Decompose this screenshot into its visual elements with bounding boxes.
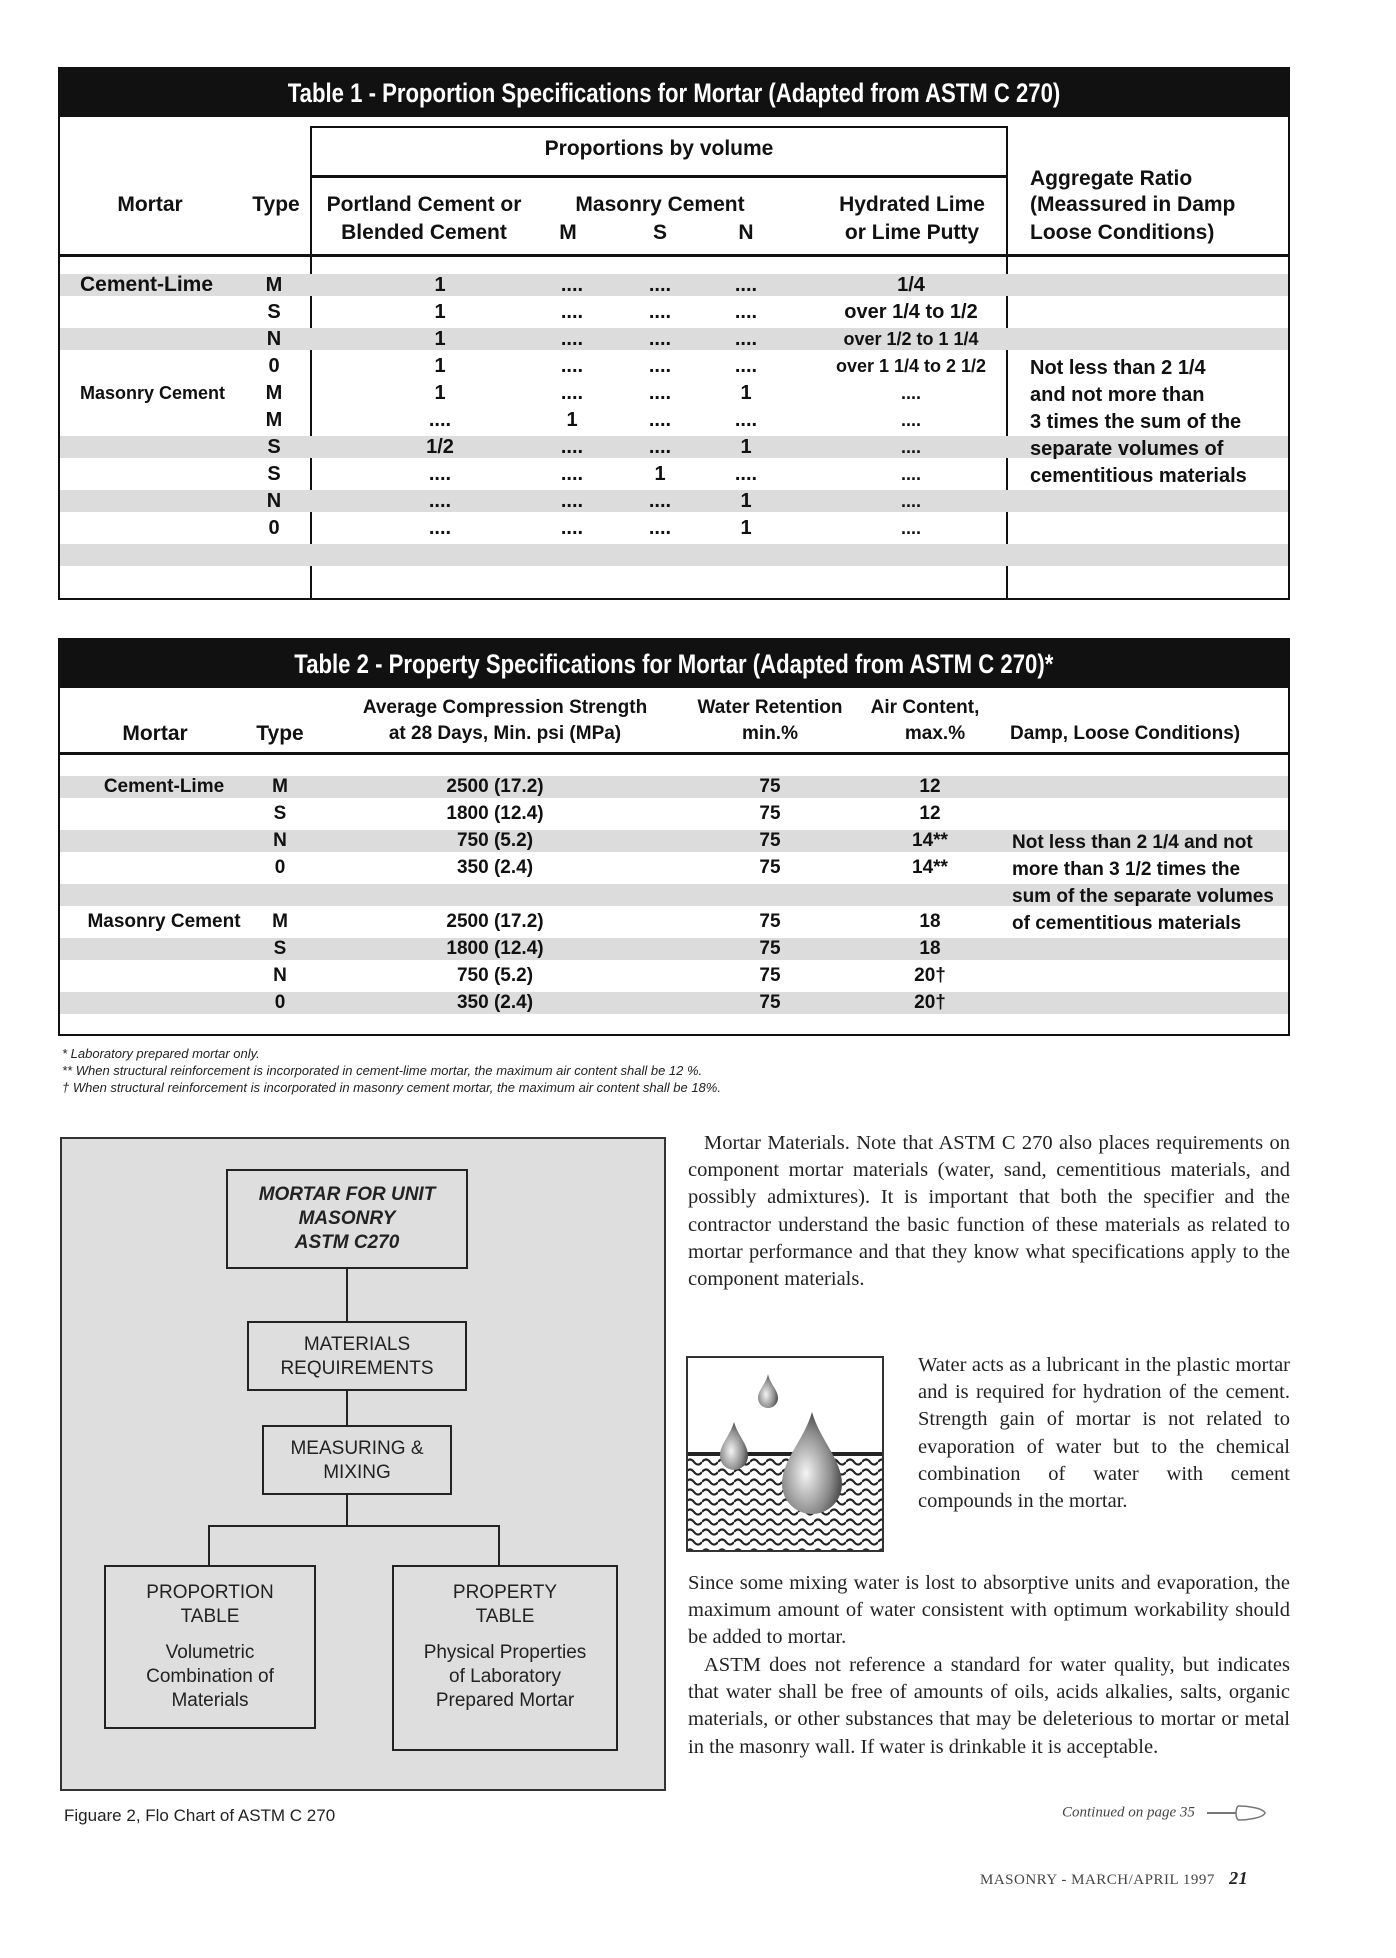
header-n: N <box>738 221 754 244</box>
aggregate-note-4: separate volumes of <box>1030 438 1224 460</box>
t1-cell-s: .... <box>648 328 672 350</box>
t2-cell-air: 12 <box>919 776 941 797</box>
aggregate-note-3: 3 times the sum of the <box>1030 411 1242 433</box>
footnote-2: ** When structural reinforcement is incorporated in cement-lime mortar, the maximum air content shall be 12 %. <box>62 1063 703 1078</box>
t1-cell-mortar: Cement-Lime <box>80 273 214 296</box>
t1-cell-lime: over 1/2 to 1 1/4 <box>843 329 979 349</box>
header-s: S <box>652 221 667 244</box>
t1-cell-m: .... <box>560 436 584 458</box>
table-1-title: Table 1 - Proportion Specifications for Mortar (Adapted from ASTM C 270) <box>60 69 1288 117</box>
flow-box-property: PROPERTY TABLE Physical Properties of Laboratory Prepared Mortar <box>392 1565 618 1751</box>
header-agg-2: (Meassured in Damp <box>1030 193 1236 216</box>
t1-cell-type: S <box>267 463 281 485</box>
t1-cell-pc: 1 <box>434 382 446 404</box>
t1-cell-s: 1 <box>654 463 666 485</box>
article-para-1: Mortar Materials. Note that ASTM C 270 also places requirements on component mortar materials (water, sand, cementitious materials, and possibly admixtures). It is important that both the specifier and the contractor understand the basic function of these materials as related to mortar performance and that they know what specifications apply to the component materials. <box>688 1132 1290 1291</box>
header-mortar: Mortar <box>117 193 183 216</box>
magazine-issue: MASONRY - MARCH/APRIL 1997 <box>980 1872 1215 1888</box>
t1-cell-pc: 1 <box>434 301 446 323</box>
header2-damp: Damp, Loose Conditions) <box>1010 723 1241 744</box>
damp-note-1: Not less than 2 1/4 and not <box>1012 832 1253 853</box>
flow-box-mortar: MORTAR FOR UNIT MASONRY ASTM C270 <box>226 1169 468 1269</box>
t2-cell-air: 14** <box>912 857 948 878</box>
flow-box-measuring: MEASURING & MIXING <box>262 1425 452 1495</box>
t1-cell-s: .... <box>648 274 672 296</box>
t2-cell-water: 75 <box>759 992 781 1013</box>
t2-cell-type: M <box>272 776 288 797</box>
t1-cell-mortar: Masonry Cement <box>80 383 226 403</box>
header-m: M <box>559 221 577 244</box>
t1-cell-pc: .... <box>428 517 452 539</box>
t2-cell-type: S <box>273 938 287 959</box>
t1-cell-pc: .... <box>428 463 452 485</box>
header-lime-2: or Lime Putty <box>844 221 980 244</box>
article-para-2-rest: Since some mixing water is lost to absorptive units and evaporation, the maximum amount of water consistent with optimum workability should be added to mortar. <box>688 1572 1290 1649</box>
t2-cell-water: 75 <box>759 857 781 878</box>
t2-cell-strength: 750 (5.2) <box>456 830 534 851</box>
t1-cell-type: 0 <box>268 517 280 539</box>
t1-cell-n: .... <box>734 274 758 296</box>
header-portland-2: Blended Cement <box>341 221 507 244</box>
t1-cell-lime: over 1 1/4 to 2 1/2 <box>835 356 987 376</box>
t1-cell-type: S <box>267 436 281 458</box>
t1-cell-type: M <box>265 274 283 296</box>
t1-cell-m: .... <box>560 382 584 404</box>
t2-cell-type: 0 <box>274 992 286 1013</box>
t2-cell-strength: 750 (5.2) <box>456 965 534 986</box>
t1-cell-lime: .... <box>900 518 921 538</box>
t1-cell-m: 1 <box>566 409 578 431</box>
t1-cell-lime: 1/4 <box>897 274 925 296</box>
t1-cell-s: .... <box>648 382 672 404</box>
t2-cell-mortar: Cement-Lime <box>103 776 225 797</box>
t1-cell-pc: .... <box>428 490 452 512</box>
header-agg-1: Aggregate Ratio <box>1030 167 1193 190</box>
t1-cell-s: .... <box>648 409 672 431</box>
t2-cell-air: 18 <box>919 911 941 932</box>
table-2-title: Table 2 - Property Specifications for Mortar (Adapted from ASTM C 270)* <box>60 640 1288 688</box>
t1-cell-pc: 1 <box>434 328 446 350</box>
t1-cell-pc: 1 <box>434 355 446 377</box>
header2-type: Type <box>256 722 304 745</box>
continued-note: Continued on page 35 <box>1062 1804 1267 1822</box>
header-portland-1: Portland Cement or <box>326 193 522 216</box>
t1-cell-pc: .... <box>428 409 452 431</box>
t2-cell-water: 75 <box>759 938 781 959</box>
t2-cell-water: 75 <box>759 965 781 986</box>
header2-water-1: Water Retention <box>697 697 843 718</box>
t1-cell-s: .... <box>648 517 672 539</box>
t1-cell-m: .... <box>560 328 584 350</box>
table-1 <box>58 67 1290 600</box>
damp-note-2: more than 3 1/2 times the <box>1012 859 1241 880</box>
table-2 <box>58 638 1290 1036</box>
article-para-3: ASTM does not reference a standard for water quality, but indicates that water shall be free of amounts of oils, acids alkalies, salts, organic materials, or other substances that may be deleterious to mortar or metal in the masonry wall. If water is drinkable it is acceptable. <box>688 1654 1290 1758</box>
t2-cell-strength: 2500 (17.2) <box>446 776 544 797</box>
t2-cell-type: N <box>273 830 287 851</box>
t2-cell-air: 14** <box>912 830 948 851</box>
figure-caption: Figuare 2, Flo Chart of ASTM C 270 <box>64 1806 336 1825</box>
aggregate-note-1: Not less than 2 1/4 <box>1030 357 1206 379</box>
damp-note-3: sum of the separate volumes <box>1012 886 1274 907</box>
flowchart-figure <box>60 1137 666 1791</box>
t1-cell-n: 1 <box>740 490 752 512</box>
t1-cell-n: 1 <box>740 382 752 404</box>
t1-cell-n: 1 <box>740 436 752 458</box>
header2-air-2: max.% <box>904 723 966 744</box>
t1-cell-m: .... <box>560 463 584 485</box>
footnote-1: * Laboratory prepared mortar only. <box>62 1046 260 1061</box>
t2-cell-mortar: Masonry Cement <box>87 911 241 932</box>
header2-mortar: Mortar <box>122 722 188 745</box>
flow-box-materials: MATERIALS REQUIREMENTS <box>247 1321 467 1391</box>
header2-strength-1: Average Compression Strength <box>362 697 648 718</box>
t2-cell-strength: 350 (2.4) <box>456 992 534 1013</box>
t1-cell-lime: .... <box>900 464 921 484</box>
t1-cell-m: .... <box>560 517 584 539</box>
t2-cell-type: M <box>272 911 288 932</box>
t1-cell-n: .... <box>734 301 758 323</box>
t1-cell-pc: 1 <box>434 274 446 296</box>
t1-cell-lime: .... <box>900 437 921 457</box>
t1-cell-s: .... <box>648 301 672 323</box>
t2-cell-type: N <box>273 965 287 986</box>
t1-cell-type: S <box>267 301 281 323</box>
t1-cell-lime: .... <box>900 491 921 511</box>
footnote-3: † When structural reinforcement is incorporated in masonry cement mortar, the maximum air content shall be 18%. <box>62 1080 721 1095</box>
water-drops-icon <box>686 1356 884 1552</box>
header-masonry: Masonry Cement <box>575 193 745 216</box>
t1-cell-n: .... <box>734 409 758 431</box>
t2-cell-air: 20† <box>914 965 946 986</box>
t2-cell-air: 12 <box>919 803 941 824</box>
t1-cell-lime: .... <box>900 383 921 403</box>
t1-cell-lime: over 1/4 to 1/2 <box>844 301 978 323</box>
header2-water-2: min.% <box>742 723 798 744</box>
damp-note-4: of cementitious materials <box>1012 913 1242 934</box>
t1-cell-type: N <box>266 328 282 350</box>
t2-cell-air: 18 <box>919 938 941 959</box>
t1-cell-n: .... <box>734 463 758 485</box>
continued-arrow-icon <box>1205 1804 1267 1822</box>
flow-box-proportion: PROPORTION TABLE Volumetric Combination of Materials <box>104 1565 316 1729</box>
page-footer <box>980 1868 1248 1889</box>
header-type: Type <box>252 193 300 216</box>
aggregate-note-5: cementitious materials <box>1030 465 1247 487</box>
t2-cell-air: 20† <box>914 992 946 1013</box>
t1-cell-type: M <box>265 382 283 404</box>
t2-cell-water: 75 <box>759 830 781 851</box>
t1-cell-m: .... <box>560 355 584 377</box>
t1-cell-m: .... <box>560 301 584 323</box>
header2-strength-2: at 28 Days, Min. psi (MPa) <box>388 723 622 744</box>
t2-cell-strength: 1800 (12.4) <box>446 803 544 824</box>
aggregate-note-2: and not more than <box>1030 384 1205 406</box>
t2-cell-water: 75 <box>759 911 781 932</box>
article-para-2-wrap: Water acts as a lubricant in the plastic mortar and is required for hydration of the cement. Strength gain of mortar is not related to evaporation of water but to the chemical combination of water with cement compounds in the mortar. <box>918 1354 1290 1513</box>
t1-cell-s: .... <box>648 355 672 377</box>
t1-cell-type: N <box>266 490 282 512</box>
t1-cell-s: .... <box>648 436 672 458</box>
t2-cell-strength: 2500 (17.2) <box>446 911 544 932</box>
t1-cell-n: .... <box>734 355 758 377</box>
t1-cell-m: .... <box>560 274 584 296</box>
t1-cell-s: .... <box>648 490 672 512</box>
t2-cell-strength: 1800 (12.4) <box>446 938 544 959</box>
t1-cell-type: M <box>265 409 283 431</box>
t2-cell-water: 75 <box>759 803 781 824</box>
t1-cell-type: 0 <box>268 355 280 377</box>
header-lime-1: Hydrated Lime <box>839 193 985 216</box>
t2-cell-water: 75 <box>759 776 781 797</box>
t2-cell-type: 0 <box>274 857 286 878</box>
header-agg-3: Loose Conditions) <box>1030 221 1215 244</box>
t1-cell-lime: .... <box>900 410 921 430</box>
header2-air-1: Air Content, <box>870 697 980 718</box>
t2-cell-strength: 350 (2.4) <box>456 857 534 878</box>
t1-cell-m: .... <box>560 490 584 512</box>
t1-cell-n: 1 <box>740 517 752 539</box>
t1-cell-pc: 1/2 <box>426 436 454 458</box>
t1-cell-n: .... <box>734 328 758 350</box>
t2-cell-type: S <box>273 803 287 824</box>
header-proportions: Proportions by volume <box>544 137 774 160</box>
water-drops-illustration <box>686 1356 884 1552</box>
page-number: 21 <box>1229 1868 1249 1888</box>
